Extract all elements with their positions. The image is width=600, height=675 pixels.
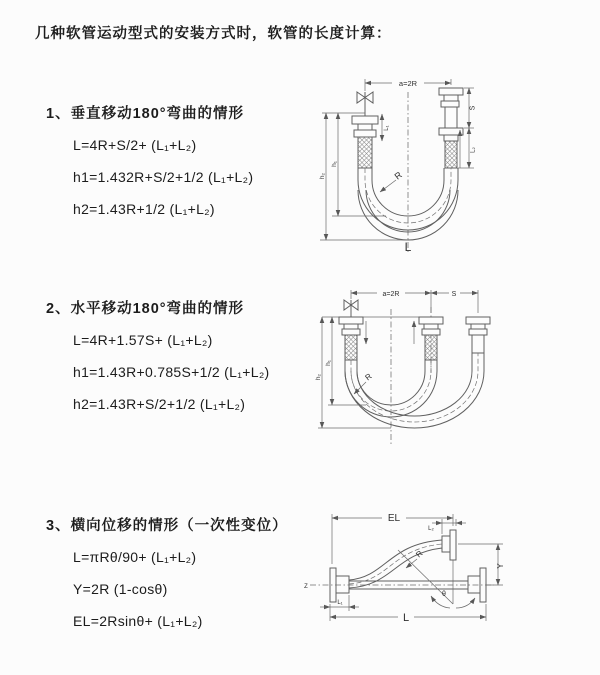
formula-line: Y=2R (1-cosθ) <box>73 581 168 597</box>
length-label: L <box>404 240 412 254</box>
formula-line: L=4R+1.57S+ (L₁+L₂) <box>73 332 213 348</box>
dim-label-l1: L₁ <box>337 600 343 606</box>
dim-label-l2: L₂ <box>470 147 477 153</box>
dim-label-a2r: a=2R <box>382 291 400 298</box>
valve-icon <box>344 300 358 317</box>
dim-label-h2: h₂ <box>319 172 326 180</box>
valve-icon <box>357 92 373 116</box>
page-title: 几种软管运动型式的安装方式时，软管的长度计算： <box>35 26 392 42</box>
middle-flange-fitting <box>419 317 443 360</box>
radius-label: R <box>414 548 425 560</box>
section-vertical-180 <box>46 106 253 233</box>
dim-label-h1: h₁ <box>325 360 332 366</box>
left-flange-fitting <box>339 317 363 360</box>
hose-u-bend-displaced <box>345 353 484 428</box>
formula-line: EL=2Rsinθ+ (L₁+L₂) <box>73 613 203 629</box>
displaced-flange-fitting <box>466 317 490 353</box>
dim-label-l2: L₂ <box>428 526 434 532</box>
formula-line: h1=1.43R+0.785S+1/2 (L₁+L₂) <box>73 364 270 380</box>
section-2-heading: 2、水平移动180°弯曲的情形 <box>46 301 245 317</box>
datum-label: Z <box>304 584 308 590</box>
hose-u-bend <box>358 168 458 240</box>
dim-label-s: S <box>469 105 477 111</box>
dim-label-y: Y <box>496 563 505 569</box>
right-flange-fitting <box>439 88 463 168</box>
formula-line: h2=1.43R+1/2 (L₁+L₂) <box>73 201 215 217</box>
diagram-horizontal-180-bend <box>306 281 586 453</box>
dim-label-l1: L₁ <box>384 125 390 131</box>
dim-label-l: L <box>402 612 410 624</box>
dim-label-h1: h₁ <box>331 161 338 167</box>
dim-label-el: EL <box>387 513 401 524</box>
diagram-lateral-displacement <box>298 492 533 662</box>
formula-line: L=πRθ/90+ (L₁+L₂) <box>73 549 197 565</box>
displaced-end-flange <box>442 530 456 560</box>
left-flange-fitting <box>352 116 378 168</box>
section-1-heading: 1、垂直移动180°弯曲的情形 <box>46 106 245 122</box>
angle-label: θ <box>442 591 446 598</box>
formula-line: h2=1.43R+S/2+1/2 (L₁+L₂) <box>73 396 246 412</box>
radius-label: R <box>363 371 374 383</box>
formula-line: L=4R+S/2+ (L₁+L₂) <box>73 137 197 153</box>
dim-label-s: S <box>451 291 457 298</box>
section-lateral-displacement <box>46 518 288 645</box>
formula-line: h1=1.432R+S/2+1/2 (L₁+L₂) <box>73 169 254 185</box>
radius-label: R <box>392 169 404 182</box>
section-horizontal-180 <box>46 301 270 428</box>
diagram-vertical-180-bend <box>308 68 573 263</box>
dim-label-a2r: a=2R <box>398 79 418 88</box>
dim-label-h2: h₂ <box>315 373 322 381</box>
section-3-heading: 3、横向位移的情形（一次性变位） <box>46 518 288 534</box>
